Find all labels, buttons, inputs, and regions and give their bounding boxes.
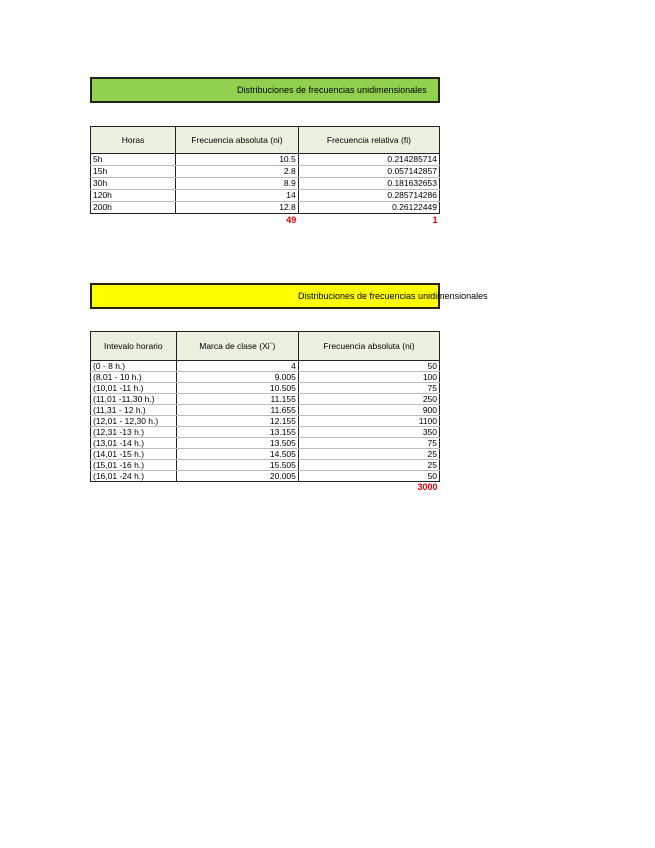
table-cell: 13.505 <box>176 438 298 449</box>
total-ni: 49 <box>286 215 297 225</box>
header-intervalo-horario: Intevalo horario <box>91 332 177 361</box>
section1-table-area <box>90 126 440 236</box>
table-cell: 120h <box>91 190 176 202</box>
table-row <box>91 438 440 449</box>
table-cell: 0.057142857 <box>298 166 439 178</box>
table-cell: 0.214285714 <box>298 154 439 166</box>
totals-row <box>91 482 440 493</box>
header-marca-de-clase: Marca de clase (Xi´) <box>176 332 298 361</box>
table-cell: (15,01 -16 h.) <box>91 460 177 471</box>
table-row <box>91 416 440 427</box>
table-row <box>91 471 440 482</box>
table-cell: 0.285714286 <box>298 190 439 202</box>
table-cell: 75 <box>298 383 439 394</box>
table-header-row <box>91 127 440 154</box>
empty-cell <box>91 482 177 493</box>
table-row <box>91 460 440 471</box>
table-cell: (14,01 -15 h.) <box>91 449 177 460</box>
table-cell: (16,01 -24 h.) <box>91 471 177 482</box>
table-cell: 25 <box>298 460 439 471</box>
table-row <box>91 394 440 405</box>
table-row <box>91 427 440 438</box>
table-cell: 50 <box>298 361 439 372</box>
header-horas: Horas <box>91 127 176 154</box>
table-cell: (11,31 - 12 h.) <box>91 405 177 416</box>
table-cell: 15.505 <box>176 460 298 471</box>
table-cell: 10.5 <box>176 154 299 166</box>
table-cell: 12.155 <box>176 416 298 427</box>
table-cell: 100 <box>298 372 439 383</box>
table-cell: 5h <box>91 154 176 166</box>
frequency-table-hours <box>90 126 440 226</box>
table-cell: 250 <box>298 394 439 405</box>
table-cell: (8,01 - 10 h.) <box>91 372 177 383</box>
frequency-table-intervals <box>90 331 440 492</box>
table-row <box>91 166 440 178</box>
section2-banner <box>90 283 488 309</box>
table-row <box>91 178 440 190</box>
table-cell: 14 <box>176 190 299 202</box>
table-cell: 50 <box>298 471 439 482</box>
table-row <box>91 154 440 166</box>
table-cell: 350 <box>298 427 439 438</box>
table-row <box>91 449 440 460</box>
table-row <box>91 405 440 416</box>
table-row <box>91 383 440 394</box>
table-cell: 14.505 <box>176 449 298 460</box>
section2-banner-title: Distribuciones de frecuencias unidimensionales <box>298 291 488 301</box>
table-cell: 2.8 <box>176 166 299 178</box>
section1-banner-title: Distribuciones de frecuencias unidimensionales <box>237 85 427 95</box>
table-cell: 9.005 <box>176 372 298 383</box>
table-cell: 12.8 <box>176 202 299 214</box>
table-cell: 900 <box>298 405 439 416</box>
table-cell: (12,31 -13 h.) <box>91 427 177 438</box>
table-row <box>91 202 440 214</box>
table-cell: 8.9 <box>176 178 299 190</box>
table-cell: 4 <box>176 361 298 372</box>
table-cell: 11.655 <box>176 405 298 416</box>
table-row <box>91 372 440 383</box>
header-frecuencia-absoluta: Frecuencia absoluta (ni) <box>176 127 299 154</box>
table-cell: (12,01 - 12,30 h.) <box>91 416 177 427</box>
table-cell: (10,01 -11 h.) <box>91 383 177 394</box>
empty-cell <box>176 482 298 493</box>
totals-row <box>91 214 440 227</box>
table-cell: 20.005 <box>176 471 298 482</box>
table-cell: 1100 <box>298 416 439 427</box>
table-cell: 11.155 <box>176 394 298 405</box>
table-cell: 10.505 <box>176 383 298 394</box>
table-cell: (0 - 8 h.) <box>91 361 177 372</box>
header-frecuencia-relativa: Frecuencia relativa (fi) <box>298 127 439 154</box>
total-ni: 3000 <box>417 482 438 492</box>
table-cell: 13.155 <box>176 427 298 438</box>
table-cell: 200h <box>91 202 176 214</box>
empty-cell <box>91 214 176 227</box>
table-cell: 15h <box>91 166 176 178</box>
table-cell: 0.181632653 <box>298 178 439 190</box>
table-row <box>91 190 440 202</box>
table-header-row <box>91 332 440 361</box>
table-cell: 0.26122449 <box>298 202 439 214</box>
table-cell: (13,01 -14 h.) <box>91 438 177 449</box>
table-row <box>91 361 440 372</box>
header-frecuencia-absoluta: Frecuencia absoluta (ni) <box>298 332 439 361</box>
table-cell: 30h <box>91 178 176 190</box>
table-cell: 75 <box>298 438 439 449</box>
total-fi: 1 <box>432 215 438 225</box>
table-cell: (11,01 -11,30 h.) <box>91 394 177 405</box>
section1-banner <box>90 77 440 103</box>
table-cell: 25 <box>298 449 439 460</box>
section2-table-area <box>90 331 440 521</box>
